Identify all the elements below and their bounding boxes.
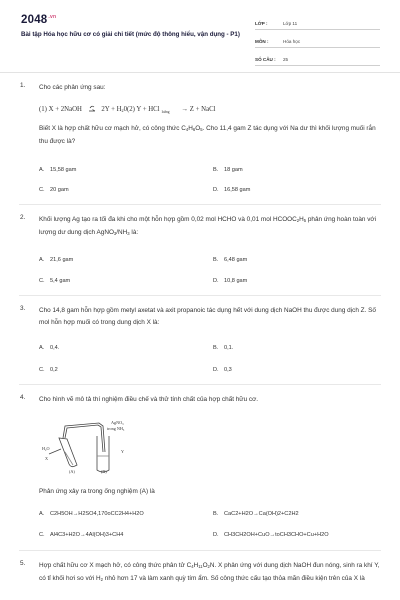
question-number: 5. — [20, 560, 26, 567]
y-label: Y — [121, 449, 125, 454]
meta-label: MÔN : — [255, 39, 269, 44]
option-b[interactable]: B. CaC2+H2O→Ca(OH)2+C2H2 — [213, 511, 299, 517]
reagent-label: AgNO₃ — [111, 420, 124, 425]
experiment-figure — [39, 418, 159, 476]
question-number: 1. — [20, 82, 26, 89]
option-b[interactable]: B. 0,1. — [213, 345, 234, 351]
meta-value: 25 — [283, 57, 289, 62]
question-divider — [19, 204, 381, 205]
question-text: Hợp chất hữu cơ X mạch hở, có công thức phân tử $C_4H_{11}O_2N$. X phản ứng với dung dịch NaOH đun nóng, sinh ra khí Y, có tỉ khối hơi so với $H_2$ nhỏ hơn 17 và làm xanh quỳ tím ẩm. Số công thức cấu tạo thỏa mãn điều kiện trên của X là — [39, 562, 380, 582]
question-number: 3. — [20, 305, 26, 312]
option-c[interactable]: C. 0,2 — [39, 367, 58, 373]
question-number: 2. — [20, 214, 26, 221]
meta-row-subject — [255, 30, 380, 48]
option-b[interactable]: B. 6,48 gam — [213, 257, 248, 263]
logo-text: 2048 — [21, 14, 48, 26]
meta-table — [255, 12, 380, 66]
eq-part: 2Y + H — [101, 106, 122, 113]
option-b[interactable]: B. 18 gam — [213, 167, 243, 173]
logo-domain: .vn — [48, 14, 57, 20]
meta-row-count — [255, 48, 380, 66]
reagent-label: trong NH₃ — [107, 426, 125, 431]
document-title: Bài tập Hóa học hữu cơ có giải chi tiết (mức độ thông hiểu, vận dụng - P1) — [21, 31, 240, 38]
header — [0, 0, 400, 64]
question-text: Khối lượng Ag tạo ra tối đa khi cho một hỗn hợp gồm 0,02 mol HCHO và 0,01 mol $HCOOC_2H_5$ phản ứng hoàn toàn với lượng dư dung dịch $AgNO_3/NH_3$ là: — [39, 216, 377, 236]
meta-label: LỚP : — [255, 21, 268, 26]
heat-arrow-icon — [87, 103, 97, 112]
option-a[interactable]: A. 0,4. — [39, 345, 60, 351]
option-c[interactable]: C. 5,4 gam — [39, 278, 71, 284]
eq-part: (1) X + 2NaOH — [39, 106, 82, 113]
question-text: Cho các phản ứng sau: — [39, 84, 106, 91]
option-a[interactable]: A. 21,6 gam — [39, 257, 74, 263]
meta-value: Lớp 11 — [283, 21, 298, 26]
option-a[interactable]: A. 15,58 gam — [39, 167, 77, 173]
option-c[interactable]: C. 20 gam — [39, 187, 69, 193]
eq-sub: 2 — [121, 108, 124, 113]
reaction-equation — [39, 103, 216, 114]
option-d[interactable]: D. 16,58 gam — [213, 187, 251, 193]
meta-row-class — [255, 12, 380, 30]
question-text: Cho 14,8 gam hỗn hợp gồm metyl axetat và axit propanoic tác dụng hết với dung dịch NaOH thu được dung dịch Z. Số mol hỗn hợp muối có trong dung dịch X là: — [39, 307, 376, 326]
question-text: Cho hình vẽ mô tả thí nghiệm điều chế và thử tính chất của hợp chất hữu cơ. — [39, 396, 259, 403]
caption-a: (A) — [69, 469, 75, 474]
question-number: 4. — [20, 394, 26, 401]
option-c[interactable]: C. Al4C3+H2O→4Al(OH)3+CH4 — [39, 532, 124, 538]
x-label: X — [45, 456, 49, 461]
question-text: Phản ứng xảy ra trong ống nghiệm (A) là — [39, 488, 155, 495]
option-d[interactable]: D. 10,8 gam — [213, 278, 248, 284]
question-divider — [19, 384, 381, 385]
option-a[interactable]: A. C2H5OH→H2SO4,170oCC2H4+H2O — [39, 511, 144, 517]
header-divider — [0, 72, 400, 73]
caption-b: (B) — [101, 469, 107, 474]
question-divider — [19, 295, 381, 296]
question-text: Biết X là hợp chất hữu cơ mạch hở, có công thức $C_4H_6O_5$. Cho 11,4 gam Z tác dụng với Na dư thì khối lượng muối rắn thu được là? — [39, 125, 376, 145]
option-d[interactable]: D. CH3CH2OH+CuO→toCH3CHO+Cu+H2O — [213, 532, 329, 538]
apparatus-drawing — [39, 418, 159, 476]
h2o-label: H₂O — [42, 446, 50, 451]
meta-label: SỐ CÂU : — [255, 57, 276, 62]
eq-part: → Z + NaCl — [181, 106, 216, 113]
eq-part: 0(2) Y + HCl — [123, 106, 160, 113]
site-logo[interactable] — [21, 14, 56, 26]
question-divider — [19, 550, 381, 551]
meta-value: Hóa học — [283, 39, 301, 44]
option-d[interactable]: D. 0,3 — [213, 367, 232, 373]
eq-condition: loãng — [161, 110, 170, 114]
